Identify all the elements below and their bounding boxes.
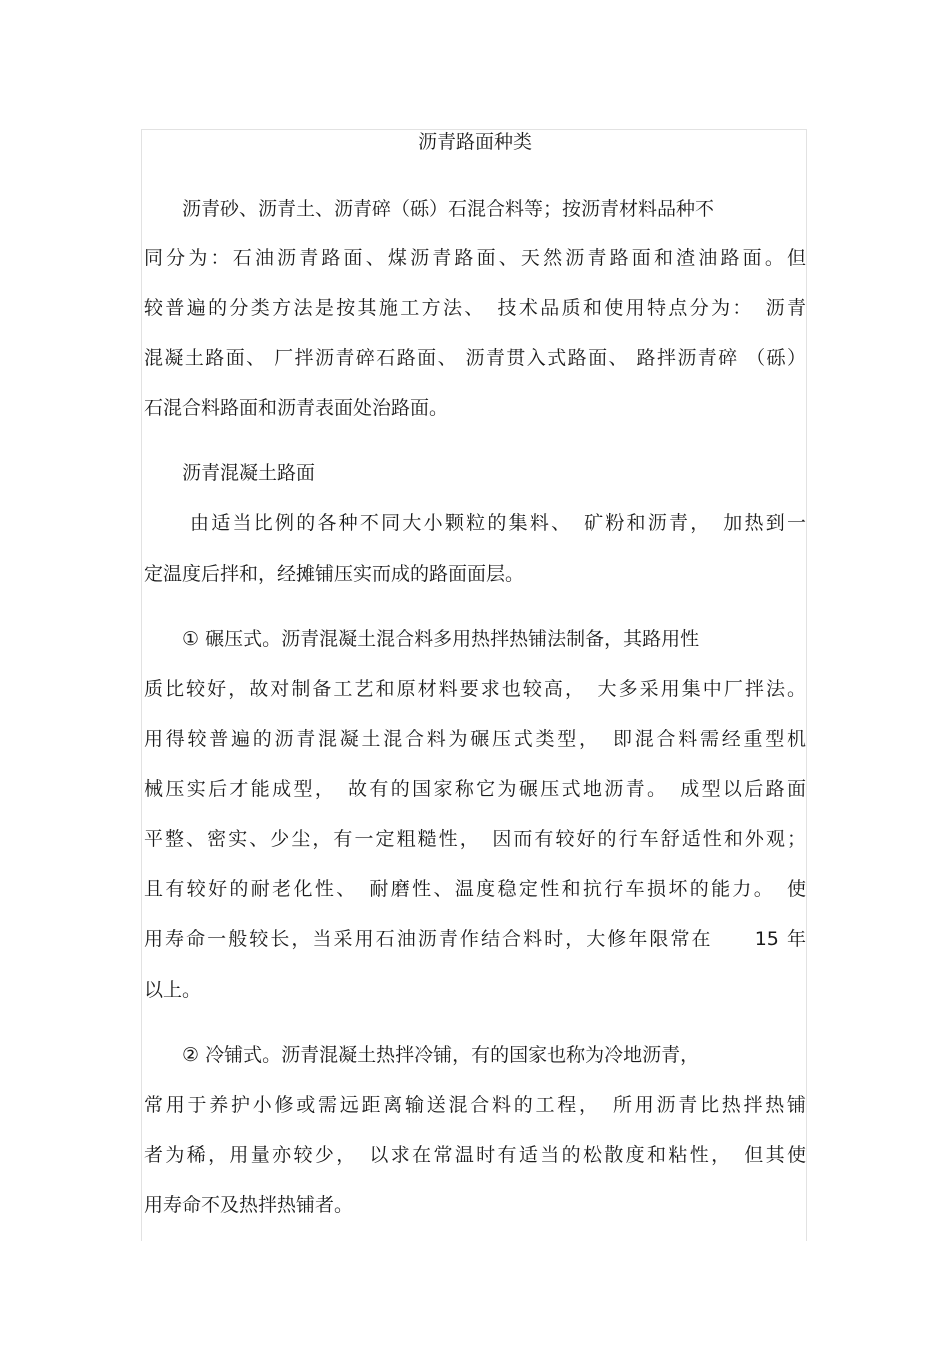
text-line: 沥青砂、沥青土、沥青碎（砾）石混合料等；按沥青材料品种不 [182, 198, 715, 220]
text-line: 较普遍的分类方法是按其施工方法、 技术品质和使用特点分为： 沥青 [144, 297, 806, 319]
text-line: 质比较好，故对制备工艺和原材料要求也较高， 大多采用集中厂拌法。 [144, 678, 806, 700]
text-line: 用得较普遍的沥青混凝土混合料为碾压式类型， 即混合料需经重型机 [144, 728, 806, 750]
text-line: 由适当比例的各种不同大小颗粒的集料、 矿粉和沥青， 加热到一 [190, 512, 806, 534]
text-line: 常用于养护小修或需远距离输送混合料的工程， 所用沥青比热拌热铺 [144, 1094, 806, 1116]
text-line: ① 碾压式。沥青混凝土混合料多用热拌热铺法制备，其路用性 [182, 628, 700, 650]
text-line: 混凝土路面、 厂拌沥青碎石路面、 沥青贯入式路面、 路拌沥青碎 （砾） [144, 347, 806, 369]
text-line: 以上。 [144, 979, 202, 1001]
section-heading: 沥青混凝土路面 [182, 462, 316, 484]
text-line: 石混合料路面和沥青表面处治路面。 [144, 397, 449, 419]
text-line: 械压实后才能成型， 故有的国家称它为碾压式地沥青。 成型以后路面 [144, 778, 806, 800]
text-line: 定温度后拌和，经摊铺压实而成的路面面层。 [144, 563, 525, 585]
text-line: 者为稀，用量亦较少， 以求在常温时有适当的松散度和粘性， 但其使 [144, 1144, 806, 1166]
text-line: 用寿命不及热拌热铺者。 [144, 1194, 354, 1216]
text-line: 平整、密实、少尘，有一定粗糙性， 因而有较好的行车舒适性和外观； [144, 828, 806, 850]
text-line: ② 冷铺式。沥青混凝土热拌冷铺，有的国家也称为冷地沥青， [182, 1044, 700, 1066]
text-line: 且有较好的耐老化性、 耐磨性、温度稳定性和抗行车损坏的能力。 使 [144, 878, 806, 900]
text-line: 同分为：石油沥青路面、煤沥青路面、天然沥青路面和渣油路面。但 [144, 247, 806, 269]
document-title: 沥青路面种类 [417, 131, 532, 153]
text-line: 用寿命一般较长，当采用石油沥青作结合料时，大修年限常在 15 年 [144, 928, 806, 950]
